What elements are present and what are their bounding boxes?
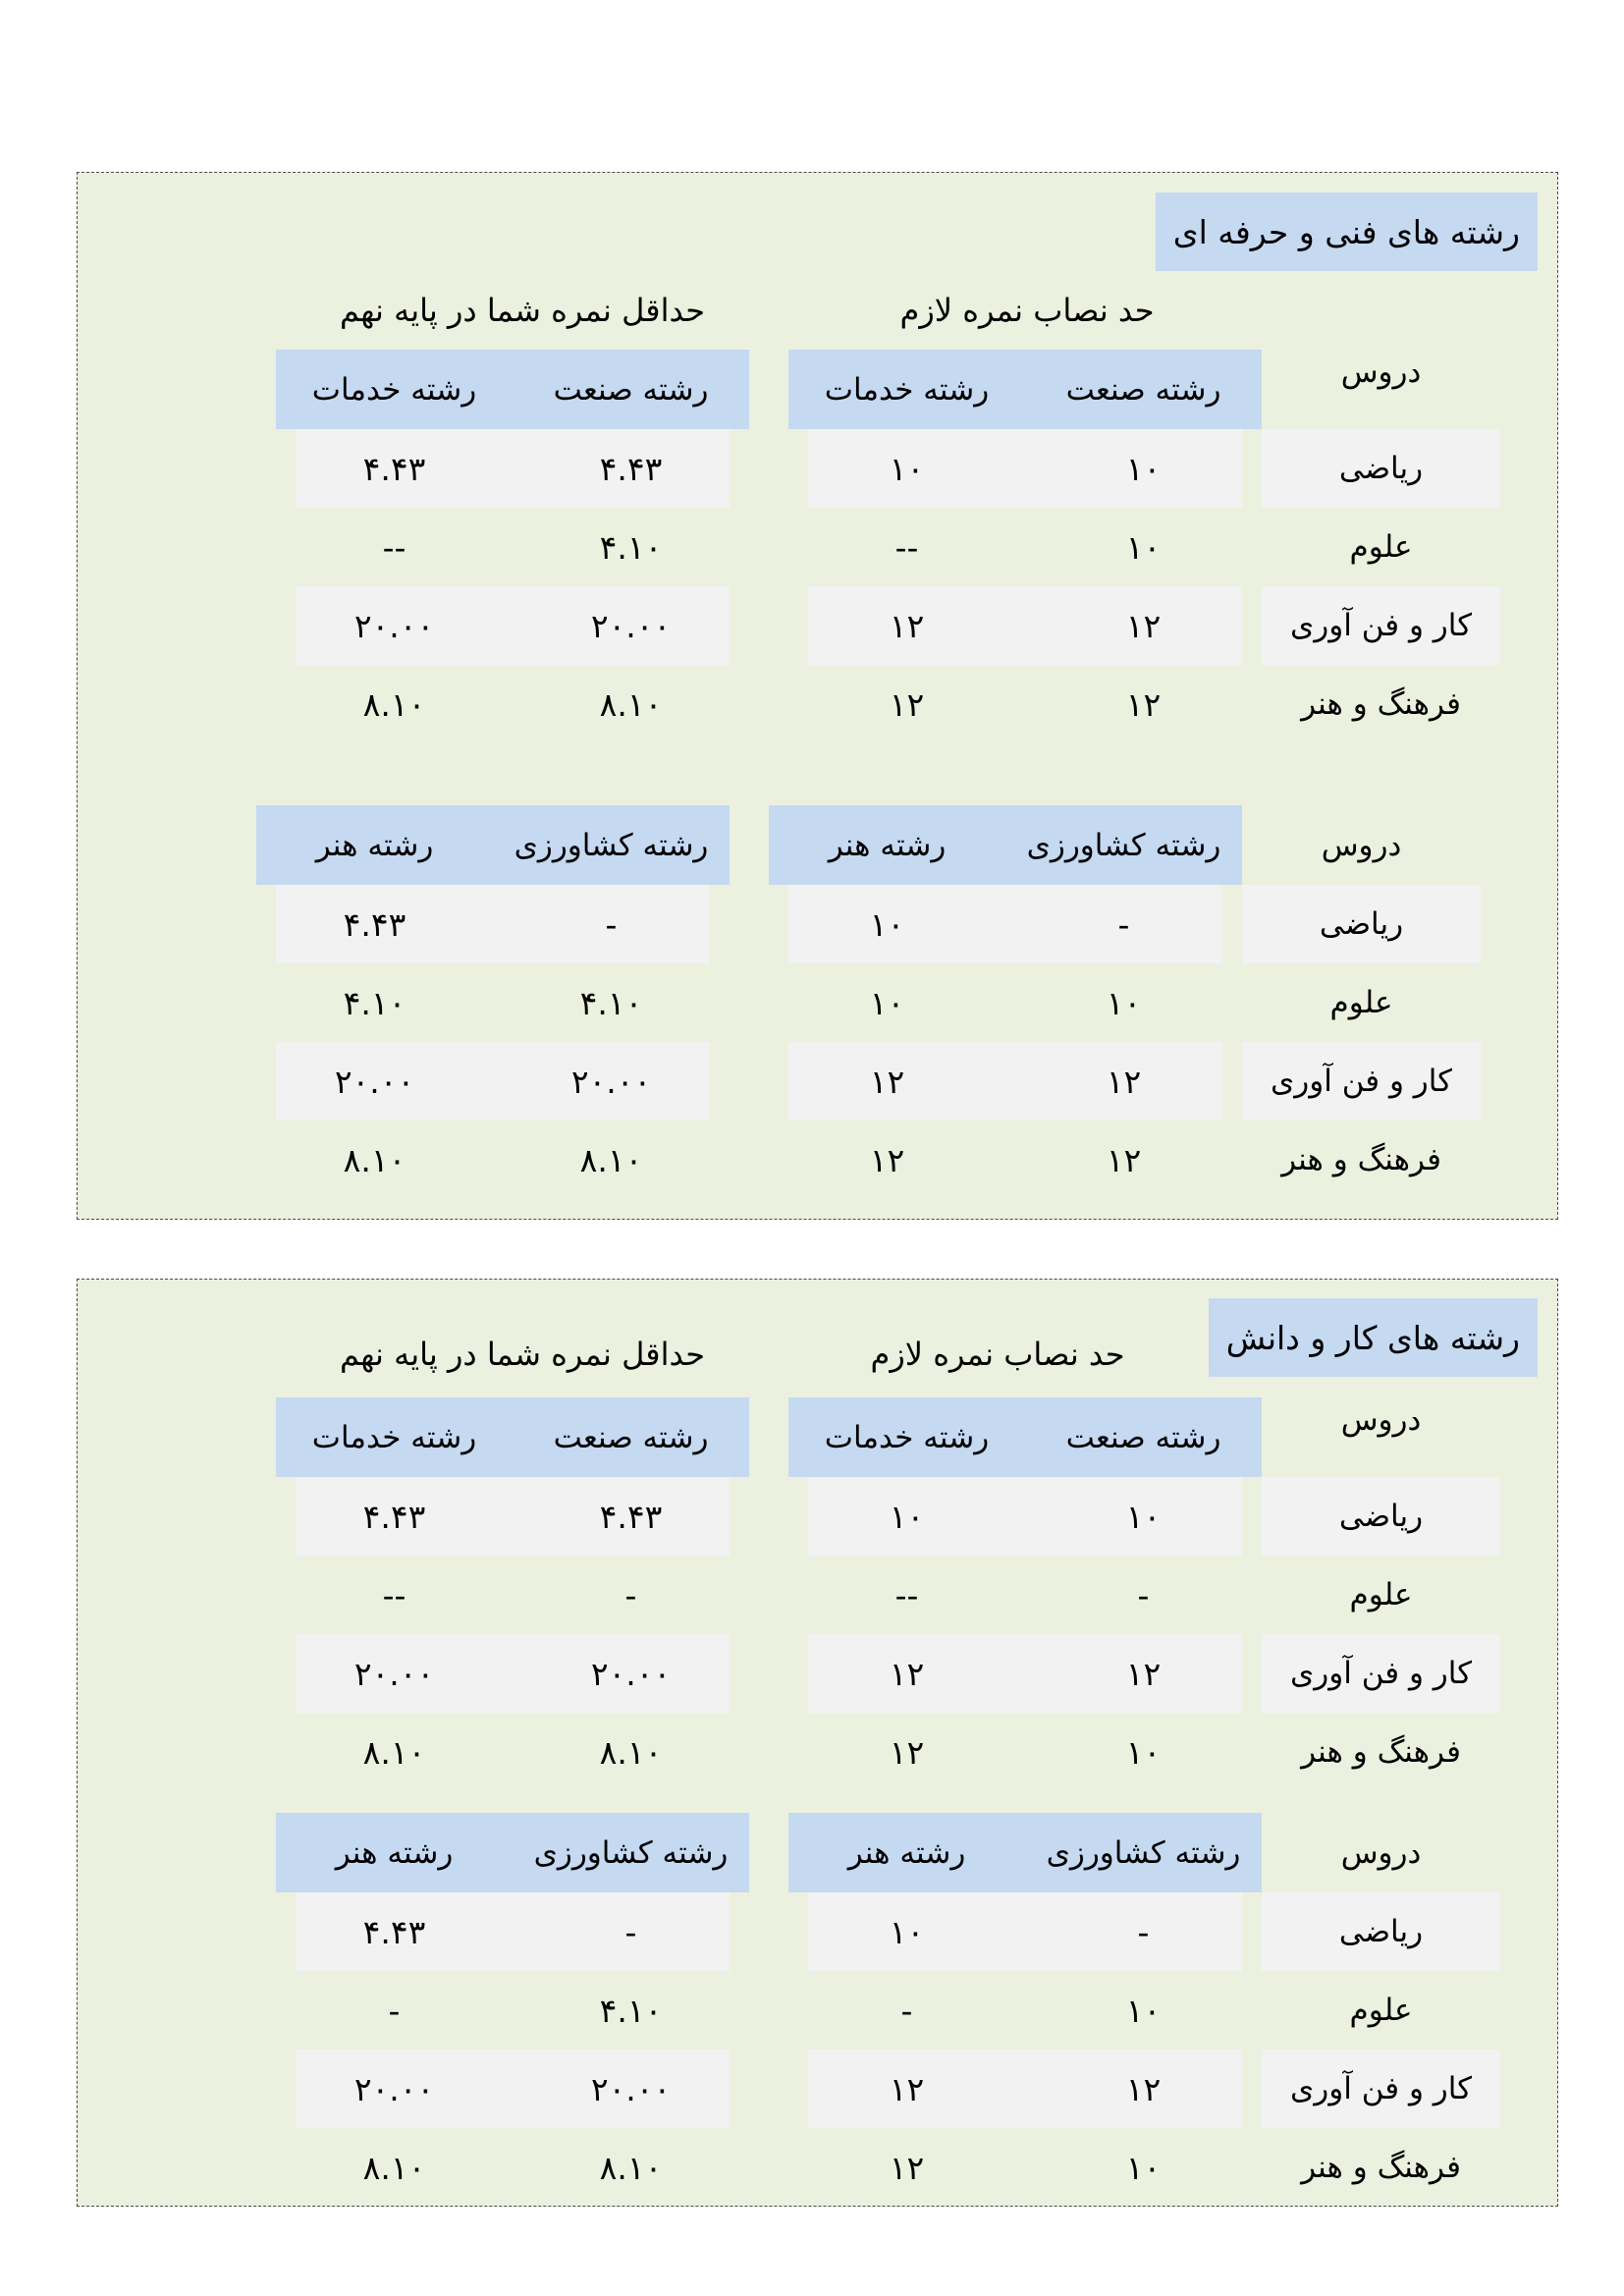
required-grade-value: ۱۲ xyxy=(1125,684,1162,724)
your-grade-value: ۲۰.۰۰ xyxy=(334,1062,415,1101)
required-grade-value: ۱۰ xyxy=(1125,1497,1162,1536)
your-grade-label: حداقل نمره شما در پایه نهم xyxy=(339,292,706,329)
required-grade-value: ۱۲ xyxy=(889,2069,925,2108)
panel-title: رشته های فنی و حرفه ای xyxy=(1156,192,1538,271)
your-column-header: رشته خدمات xyxy=(311,371,477,408)
subject-name: کار و فن آوری xyxy=(1290,608,1472,643)
required-grade-value: ۱۰ xyxy=(1125,1991,1162,2030)
subject-name: کار و فن آوری xyxy=(1290,1656,1472,1691)
required-grade-value: - xyxy=(1137,1575,1150,1614)
your-grade-value: ۴.۱۰ xyxy=(579,983,643,1022)
subjects-column-header: دروس xyxy=(1340,1834,1422,1871)
your-grade-value: ۸.۱۰ xyxy=(579,1140,643,1179)
required-grade-value: ۱۰ xyxy=(1125,449,1162,488)
required-grade-value: ۱۲ xyxy=(1125,606,1162,645)
required-grade-value: ۱۲ xyxy=(869,1140,905,1179)
table-row xyxy=(78,2128,1559,2207)
required-grade-value: ۱۰ xyxy=(1125,527,1162,567)
subjects-column-header: دروس xyxy=(1340,1402,1422,1438)
your-grade-value: ۸.۱۰ xyxy=(599,684,663,724)
table-header-row xyxy=(78,1397,1559,1477)
your-grade-value: ۲۰.۰۰ xyxy=(590,1654,672,1693)
your-grade-value: ۸.۱۰ xyxy=(599,1732,663,1772)
grades-table xyxy=(78,1813,1559,2207)
your-grade-value: -- xyxy=(382,527,406,567)
your-grade-value: ۴.۴۳ xyxy=(362,1912,426,1951)
panel-technical-vocational xyxy=(77,172,1558,1220)
required-grade-value: - xyxy=(900,1991,913,2030)
table-row xyxy=(78,429,1559,508)
required-column-header: رشته کشاورزی xyxy=(1026,827,1221,863)
your-grade-value: ۴.۴۳ xyxy=(362,449,426,488)
your-grade-value: ۸.۱۰ xyxy=(343,1140,406,1179)
required-grade-value: ۱۲ xyxy=(889,1732,925,1772)
required-grade-value: -- xyxy=(894,527,919,567)
required-grade-value: ۱۰ xyxy=(889,1912,925,1951)
your-grade-value: - xyxy=(388,1991,401,2030)
your-grade-value: ۲۰.۰۰ xyxy=(590,606,672,645)
your-grade-value: ۸.۱۰ xyxy=(362,1732,426,1772)
required-grade-value: ۱۰ xyxy=(869,904,905,944)
table-header-row xyxy=(58,805,1540,885)
table-row xyxy=(58,1042,1540,1121)
table-row xyxy=(58,963,1540,1042)
your-grade-value: ۴.۴۳ xyxy=(343,904,406,944)
table-row xyxy=(78,1556,1559,1634)
required-grade-value: ۱۲ xyxy=(889,606,925,645)
your-grade-value: -- xyxy=(382,1575,406,1614)
your-column-header: رشته صنعت xyxy=(553,371,709,408)
table-row xyxy=(78,1477,1559,1556)
table-row xyxy=(78,665,1559,743)
your-grade-value: - xyxy=(624,1575,637,1614)
your-column-header: رشته کشاورزی xyxy=(533,1834,729,1871)
required-grade-value: ۱۰ xyxy=(1125,2148,1162,2187)
required-column-header: رشته هنر xyxy=(828,827,947,863)
required-grade-value: ۱۲ xyxy=(1125,1654,1162,1693)
your-grade-value: ۴.۱۰ xyxy=(343,983,406,1022)
table-row xyxy=(78,508,1559,586)
subject-name: علوم xyxy=(1349,1577,1413,1613)
required-column-header: رشته خدمات xyxy=(824,371,990,408)
table-row xyxy=(78,2050,1559,2128)
your-grade-value: ۲۰.۰۰ xyxy=(570,1062,652,1101)
required-grade-value: - xyxy=(1137,1912,1150,1951)
panel-work-knowledge xyxy=(77,1279,1558,2207)
required-grade-value: ۱۲ xyxy=(889,1654,925,1693)
your-grade-value: ۸.۱۰ xyxy=(362,2148,426,2187)
subject-name: علوم xyxy=(1329,985,1393,1020)
table-row xyxy=(78,1713,1559,1791)
required-grade-value: ۱۰ xyxy=(889,1497,925,1536)
required-grade-value: ۱۲ xyxy=(869,1062,905,1101)
required-grade-value: -- xyxy=(894,1575,919,1614)
your-grade-value: ۲۰.۰۰ xyxy=(590,2069,672,2108)
your-grade-value: ۲۰.۰۰ xyxy=(353,606,435,645)
required-column-header: رشته خدمات xyxy=(824,1419,990,1455)
your-column-header: رشته هنر xyxy=(315,827,434,863)
subject-name: ریاضی xyxy=(1338,1499,1424,1534)
required-column-header: رشته هنر xyxy=(847,1834,966,1871)
your-grade-value: ۲۰.۰۰ xyxy=(353,2069,435,2108)
subject-name: علوم xyxy=(1349,529,1413,565)
grades-table xyxy=(78,1397,1559,1791)
table-row xyxy=(78,1892,1559,1971)
required-grade-value: ۱۰ xyxy=(889,449,925,488)
table-row xyxy=(58,1121,1540,1199)
subject-name: کار و فن آوری xyxy=(1271,1064,1452,1099)
table-header-row xyxy=(78,1813,1559,1892)
subject-name: فرهنگ و هنر xyxy=(1281,1142,1441,1177)
required-grade-value: ۱۲ xyxy=(1106,1140,1142,1179)
your-grade-label: حداقل نمره شما در پایه نهم xyxy=(339,1336,706,1373)
your-grade-value: ۴.۴۳ xyxy=(599,449,663,488)
your-grade-value: ۴.۱۰ xyxy=(599,527,663,567)
subject-name: فرهنگ و هنر xyxy=(1301,2150,1461,2185)
your-column-header: رشته هنر xyxy=(335,1834,454,1871)
your-grade-value: - xyxy=(605,904,618,944)
required-grade-value: ۱۰ xyxy=(1125,1732,1162,1772)
your-column-header: رشته صنعت xyxy=(553,1419,709,1455)
required-column-header: رشته کشاورزی xyxy=(1046,1834,1241,1871)
your-grade-value: ۸.۱۰ xyxy=(362,684,426,724)
table-row xyxy=(78,586,1559,665)
subject-name: ریاضی xyxy=(1338,1914,1424,1949)
grades-table xyxy=(58,805,1540,1199)
subjects-column-header: دروس xyxy=(1340,355,1422,390)
required-grade-value: - xyxy=(1117,904,1130,944)
panel-title: رشته های کار و دانش xyxy=(1209,1298,1538,1377)
subjects-column-header: دروس xyxy=(1321,827,1402,863)
your-grade-value: - xyxy=(624,1912,637,1951)
required-grade-value: ۱۲ xyxy=(889,684,925,724)
your-grade-value: ۸.۱۰ xyxy=(599,2148,663,2187)
your-column-header: رشته کشاورزی xyxy=(514,827,709,863)
subject-name: کار و فن آوری xyxy=(1290,2071,1472,2106)
your-column-header: رشته خدمات xyxy=(311,1419,477,1455)
required-grade-value: ۱۲ xyxy=(889,2148,925,2187)
table-row xyxy=(58,885,1540,963)
subject-name: ریاضی xyxy=(1338,451,1424,486)
table-row xyxy=(78,1634,1559,1713)
required-grade-label: حد نصاب نمره لازم xyxy=(899,292,1155,329)
table-row xyxy=(78,1971,1559,2050)
required-column-header: رشته صنعت xyxy=(1065,1419,1221,1455)
required-grade-value: ۱۰ xyxy=(869,983,905,1022)
grades-table xyxy=(78,350,1559,743)
required-column-header: رشته صنعت xyxy=(1065,371,1221,408)
subject-name: ریاضی xyxy=(1319,906,1404,942)
required-grade-label: حد نصاب نمره لازم xyxy=(870,1336,1125,1373)
your-grade-value: ۲۰.۰۰ xyxy=(353,1654,435,1693)
required-grade-value: ۱۲ xyxy=(1125,2069,1162,2108)
required-grade-value: ۱۲ xyxy=(1106,1062,1142,1101)
your-grade-value: ۴.۴۳ xyxy=(599,1497,663,1536)
subject-name: علوم xyxy=(1349,1993,1413,2028)
required-grade-value: ۱۰ xyxy=(1106,983,1142,1022)
table-header-row xyxy=(78,350,1559,429)
subject-name: فرهنگ و هنر xyxy=(1301,1734,1461,1770)
subject-name: فرهنگ و هنر xyxy=(1301,686,1461,722)
your-grade-value: ۴.۴۳ xyxy=(362,1497,426,1536)
your-grade-value: ۴.۱۰ xyxy=(599,1991,663,2030)
